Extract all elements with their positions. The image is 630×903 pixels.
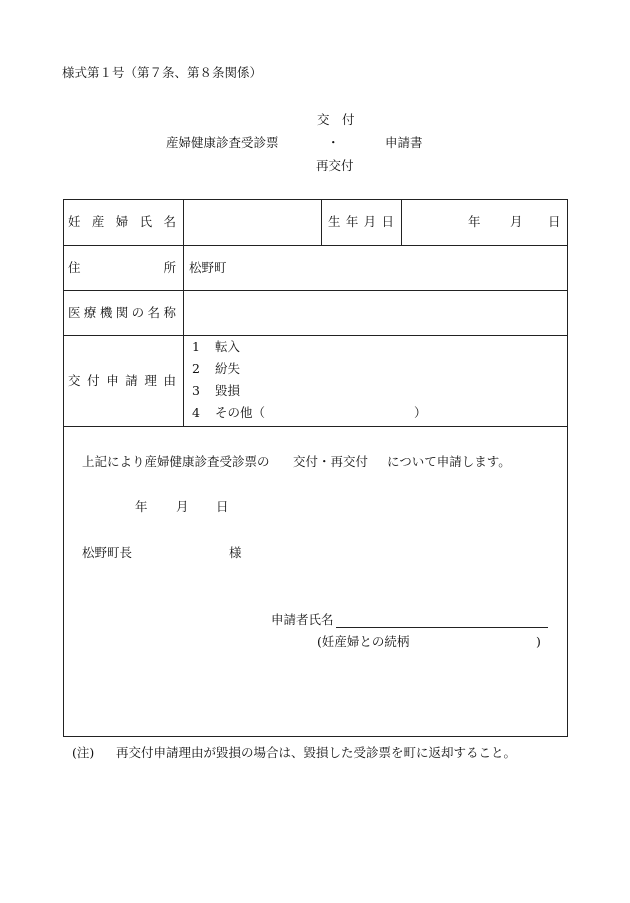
birth-date-label: 生 年 月 日 [328,214,394,229]
addressee: 松野町長 [82,545,133,560]
reason-label: 交 付 申 請 理 由 [68,373,176,388]
title-option-reissue: 再交付 [316,158,354,173]
row-divider [63,290,568,291]
row-divider [63,335,568,336]
title-main: 産婦健康診査受診票 [166,135,279,150]
title-suffix: 申請書 [385,135,423,150]
address-label: 住 所 [68,260,176,275]
note-text: 再交付申請理由が毀損の場合は、毀損した受診票を町に返却すること。 [116,745,517,760]
row-divider [63,426,568,427]
reason-lost[interactable]: 紛失 [215,361,241,376]
reason-num: 4 [192,405,200,420]
applicant-name-line[interactable] [336,627,548,628]
reason-other[interactable]: その他（ [215,405,266,420]
reason-num: 1 [192,339,200,354]
reason-other-close: ） [414,405,427,420]
label-column-divider [183,199,184,426]
relation-close: ) [536,634,541,649]
date-year: 年 [135,499,148,514]
name-label: 妊 産 婦 氏 名 [68,214,176,229]
relation-open: (妊産婦との続柄 [317,634,410,649]
birth-year: 年 [468,214,481,229]
note-label: (注) [72,745,95,760]
institution-value[interactable] [192,307,552,321]
reason-transfer[interactable]: 転入 [215,339,241,354]
name-value[interactable] [192,216,312,230]
form-number: 様式第１号（第７条、第８条関係） [62,65,263,80]
birth-day: 日 [548,214,561,229]
date-month: 月 [176,499,189,514]
row-divider [63,245,568,246]
statement-text-before: 上記により産婦健康診査受診票の [82,454,270,469]
statement-options: 交付・再交付 [293,454,369,469]
title-option-issue: 交 付 [317,112,355,127]
honorific: 様 [229,545,242,560]
birth-label-left-divider [321,199,322,245]
title-dot: ・ [327,135,340,150]
address-value[interactable]: 松野町 [189,260,227,275]
statement-text-after: について申請します。 [387,454,511,469]
birth-label-right-divider [401,199,402,245]
reason-num: 3 [192,383,200,398]
birth-month: 月 [510,214,523,229]
reason-damaged[interactable]: 毀損 [215,383,241,398]
date-day: 日 [216,499,229,514]
reason-num: 2 [192,361,200,376]
applicant-name-label: 申請者氏名 [271,612,334,627]
institution-label: 医 療 機 関 の 名 称 [68,305,176,320]
